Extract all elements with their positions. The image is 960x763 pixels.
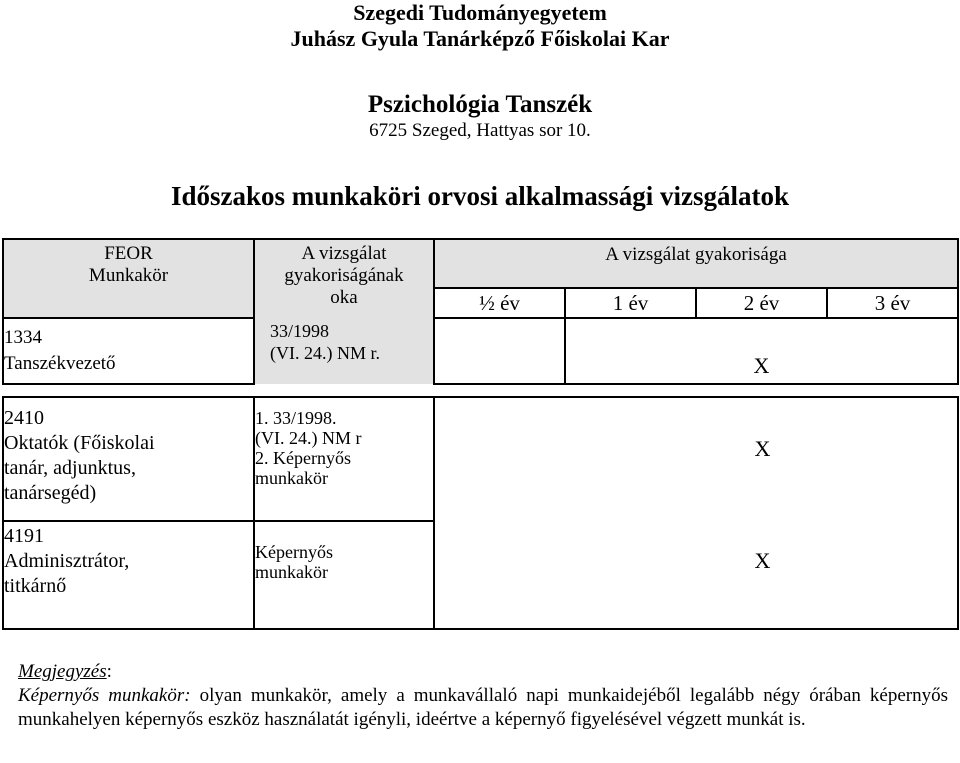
- reason-line: munkakör: [255, 468, 328, 488]
- freq-col-half-year: ½ év: [434, 288, 565, 318]
- note-label-line: [18, 660, 948, 684]
- job-header-cell: [3, 239, 254, 318]
- feor-code: 4191: [4, 525, 44, 547]
- note-term: Képernyős munkakör:: [18, 685, 191, 706]
- institution-name: Szegedi Tudományegyetem: [353, 0, 607, 25]
- reason-line: Képernyős: [255, 542, 333, 562]
- table-header-row: [3, 239, 958, 288]
- freq-col-2-years: 2 év: [696, 288, 827, 318]
- feor-code: 1334: [4, 327, 42, 348]
- document-title: Időszakos munkaköri orvosi alkalmassági vizsgálatok: [170, 181, 790, 211]
- faculty-name: Juhász Gyula Tanárképző Főiskolai Kar: [290, 26, 670, 51]
- examination-table-lower: [2, 396, 959, 630]
- frequency-mark: X: [754, 548, 771, 573]
- freq-col-1-year: 1 év: [565, 288, 696, 318]
- job-cell: [3, 521, 254, 629]
- reason-header-line: oka: [330, 287, 358, 308]
- job-cell: [3, 318, 254, 384]
- reason-line: 33/1998: [270, 321, 330, 341]
- department-name: Pszichológia Tanszék: [367, 91, 593, 118]
- reason-line: munkakör: [255, 562, 328, 582]
- frequency-cell: [434, 397, 958, 629]
- note-label: Megjegyzés: [18, 661, 107, 682]
- job-title: Tanszékvezető: [4, 353, 116, 374]
- reason-cell: [254, 397, 434, 521]
- note-text: [18, 684, 948, 732]
- department-address: 6725 Szeged, Hattyas sor 10.: [369, 120, 591, 141]
- reason-line: (VI. 24.) NM r: [255, 428, 362, 448]
- reason-header-line: A vizsgálat: [301, 243, 387, 264]
- reason-header-line: gyakoriságának: [284, 265, 404, 286]
- note-section: [18, 660, 948, 732]
- reason-cell: [254, 521, 434, 629]
- empty-cell: [565, 318, 696, 384]
- feor-header: FEOR: [104, 243, 153, 264]
- job-cell: [3, 397, 254, 521]
- reason-text: [270, 320, 380, 364]
- reason-line: 1. 33/1998.: [255, 408, 337, 428]
- frequency-mark: X: [754, 436, 771, 461]
- feor-code: 2410: [4, 407, 44, 429]
- freq-col-3-years: 3 év: [827, 288, 958, 318]
- empty-cell: [827, 318, 958, 384]
- empty-cell: [434, 318, 565, 384]
- table-row: [3, 318, 958, 384]
- frequency-mark: X: [696, 318, 827, 384]
- reason-line: (VI. 24.) NM r.: [270, 343, 380, 363]
- job-title-line: titkárnő: [4, 575, 67, 597]
- frequency-header: A vizsgálat gyakorisága: [434, 239, 958, 288]
- examination-table: [2, 238, 959, 385]
- reason-line: 2. Képernyős: [255, 448, 351, 468]
- note-label-suffix: :: [106, 661, 112, 682]
- table-row: [3, 397, 958, 521]
- job-title-line: tanár, adjunktus,: [4, 457, 136, 479]
- note-definition: olyan munkakör, amely a munkavállaló napi munkaidejéből legalább négy órában képernyős munkahelyen képernyős eszköz használatát igényli, ideértve a képernyő figyelésével végzett munkát is.: [18, 685, 948, 730]
- job-title-line: Oktatók (Főiskolai: [4, 432, 155, 454]
- job-header: Munkakör: [88, 265, 169, 286]
- job-title-line: tanársegéd): [4, 482, 97, 504]
- job-title-line: Adminisztrátor,: [4, 550, 130, 572]
